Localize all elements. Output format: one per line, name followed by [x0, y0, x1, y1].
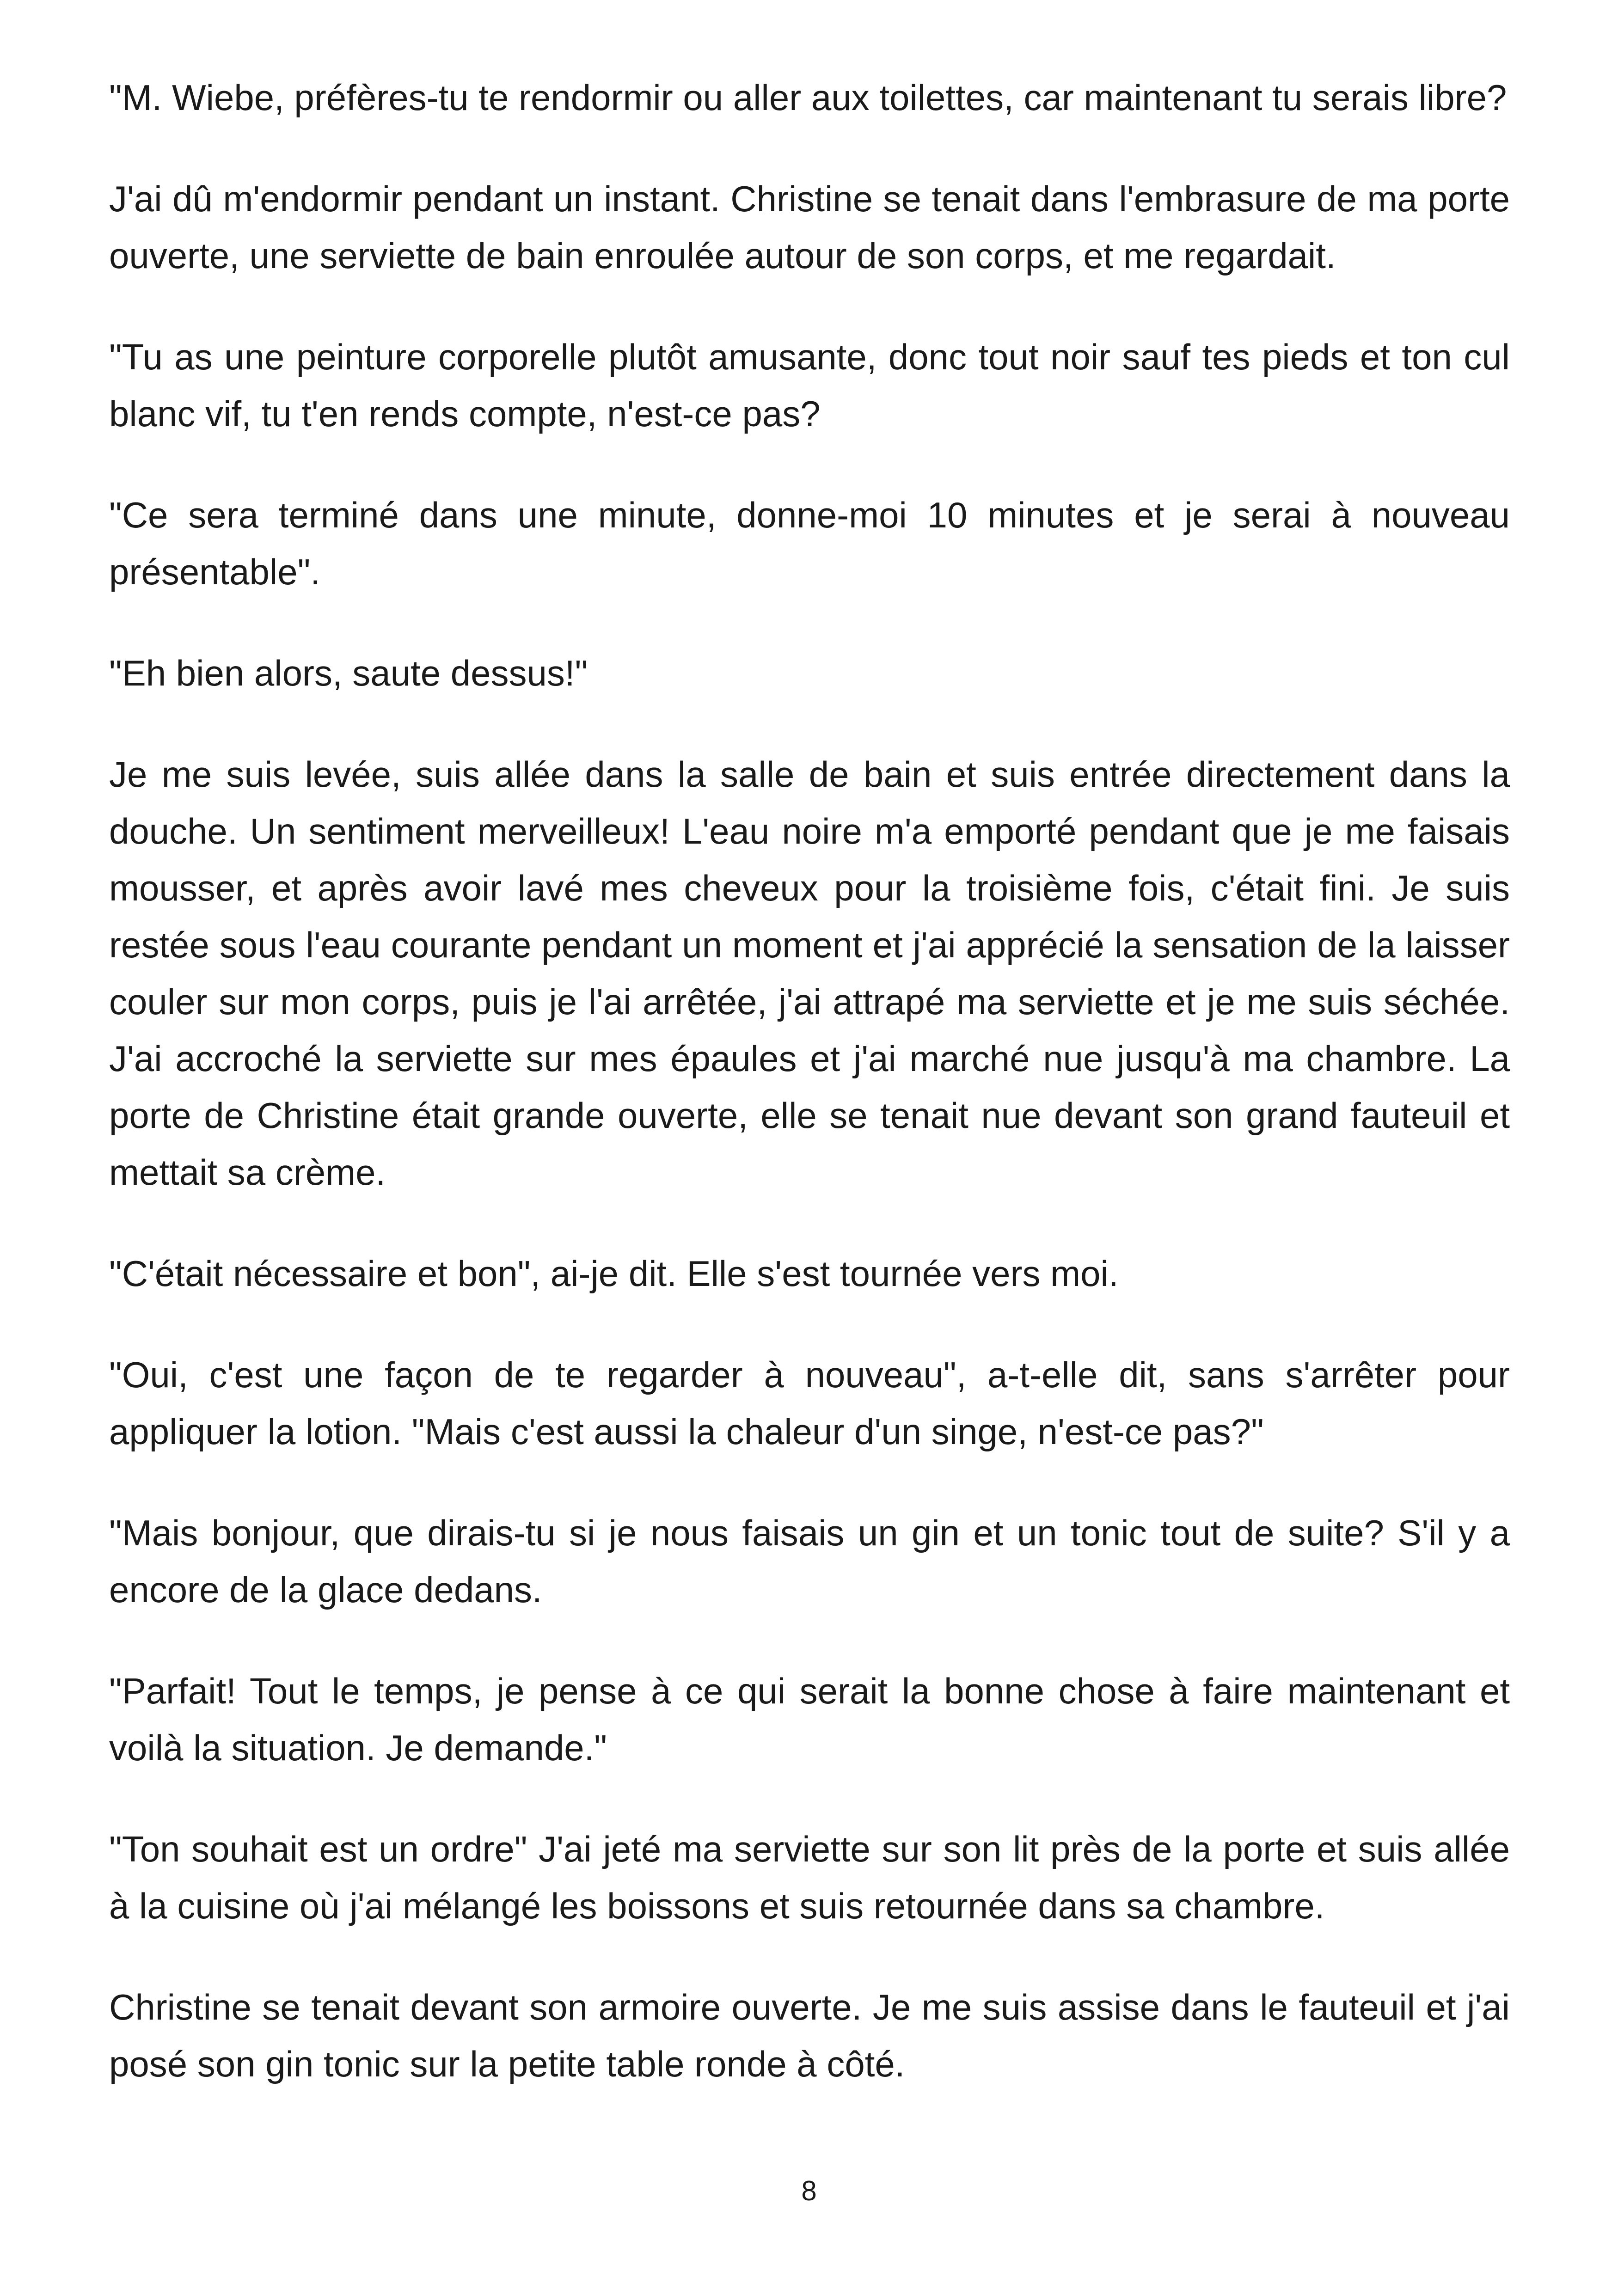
- paragraph-6: Je me suis levée, suis allée dans la salle de bain et suis entrée directement dans la douche. Un sentiment merveilleux! L'eau noire m'a emporté pendant que je me faisais mousser, et après avoir lavé mes cheveux pour la troisième fois, c'était fini. Je suis restée sous l'eau courante pendant un moment et j'ai apprécié la sensation de la laisser couler sur mon corps, puis je l'ai arrêtée, j'ai attrapé ma serviette et je me suis séchée. J'ai accroché la serviette sur mes épaules et j'ai marché nue jusqu'à ma chambre. La porte de Christine était grande ouverte, elle se tenait nue devant son grand fauteuil et mettait sa crème.: [109, 754, 1510, 1193]
- paragraph-2: J'ai dû m'endormir pendant un instant. Christine se tenait dans l'embrasure de ma porte ouverte, une serviette de bain enroulée autour de son corps, et me regardait.: [109, 178, 1510, 276]
- page-number: 8: [801, 2175, 817, 2206]
- paragraph-11: "Ton souhait est un ordre" J'ai jeté ma serviette sur son lit près de la porte et suis allée à la cuisine où j'ai mélangé les boissons et suis retournée dans sa chambre.: [109, 1829, 1510, 1926]
- paragraph-4: "Ce sera terminé dans une minute, donne-moi 10 minutes et je serai à nouveau présentable".: [109, 495, 1510, 592]
- paragraph-8: "Oui, c'est une façon de te regarder à nouveau", a-t-elle dit, sans s'arrêter pour appliquer la lotion. "Mais c'est aussi la chaleur d'un singe, n'est-ce pas?": [109, 1354, 1510, 1452]
- paragraph-10: "Parfait! Tout le temps, je pense à ce qui serait la bonne chose à faire maintenant et voilà la situation. Je demande.": [109, 1671, 1510, 1768]
- paragraph-7: "C'était nécessaire et bon", ai-je dit. Elle s'est tournée vers moi.: [109, 1253, 1119, 1294]
- paragraph-5: "Eh bien alors, saute dessus!": [109, 653, 588, 693]
- paragraph-1: "M. Wiebe, préfères-tu te rendormir ou aller aux toilettes, car maintenant tu serais libre?: [109, 77, 1507, 118]
- paragraph-3: "Tu as une peinture corporelle plutôt amusante, donc tout noir sauf tes pieds et ton cul blanc vif, tu t'en rends compte, n'est-ce pas?: [109, 337, 1510, 434]
- paragraph-9: "Mais bonjour, que dirais-tu si je nous faisais un gin et un tonic tout de suite? S'il y a encore de la glace dedans.: [109, 1512, 1510, 1610]
- body-text: [109, 69, 1510, 2137]
- paragraph-12: Christine se tenait devant son armoire ouverte. Je me suis assise dans le fauteuil et j'ai posé son gin tonic sur la petite table ronde à côté.: [109, 1987, 1510, 2084]
